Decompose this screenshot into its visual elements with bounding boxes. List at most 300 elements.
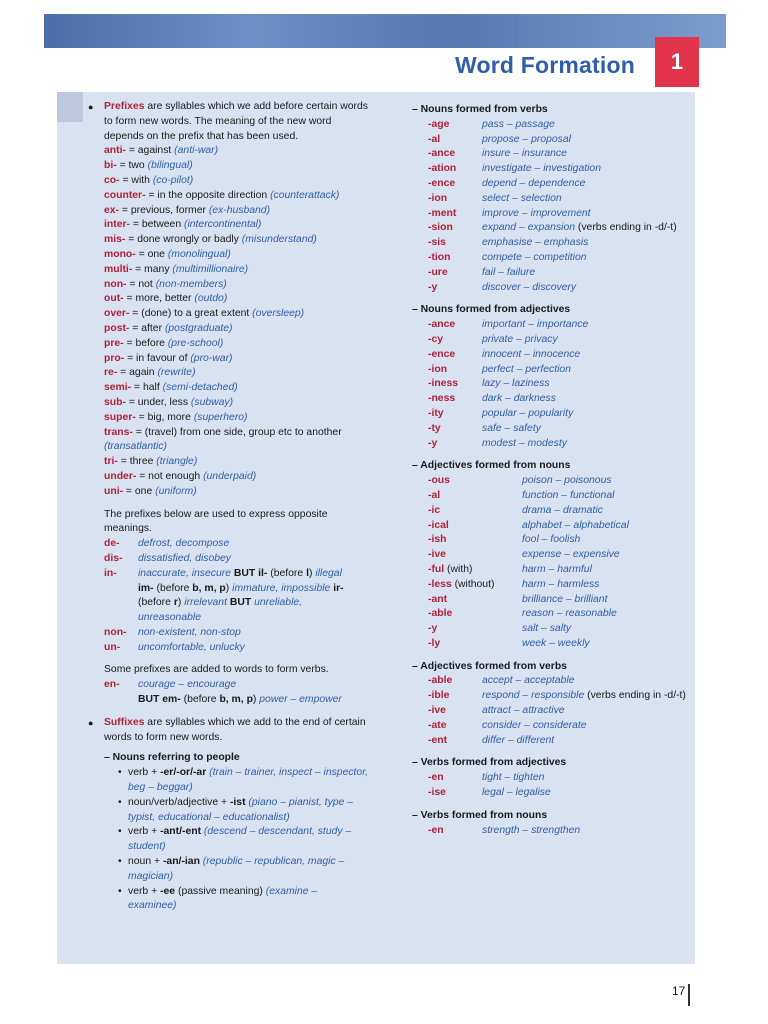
opposite-part: ) [308, 567, 316, 579]
prefix: ex- [104, 204, 120, 216]
suffix-row [412, 563, 690, 578]
suffix-example: private – privacy [482, 333, 558, 345]
suffix-example-cell [482, 348, 690, 363]
prefix-meaning: = after [129, 322, 165, 334]
suffix-row [412, 437, 690, 452]
suffix-example: innocent – innocence [482, 348, 581, 360]
prefix-row [88, 218, 368, 233]
suffix-cell [428, 207, 482, 222]
suffix: -ive [428, 705, 446, 717]
opposite-part: unreasonable [138, 612, 201, 624]
prefix-example: (triangle) [156, 456, 198, 468]
suffix: -ance [428, 148, 456, 160]
prefix-list [88, 144, 368, 499]
people-example: (descend – descendant, study – student) [128, 826, 352, 853]
people-suffix: -ee [160, 885, 176, 897]
people-rule-text: noun/verb/adjective + [128, 796, 230, 808]
suffix: -al [428, 489, 441, 501]
panel-tab [57, 92, 83, 122]
prefix: anti- [104, 145, 126, 157]
opposite-prefix: un- [104, 641, 121, 653]
suffix-example-cell [522, 607, 690, 622]
suffix-row [412, 236, 690, 251]
opposite-prefix [104, 582, 138, 597]
opposite-examples [138, 641, 368, 656]
prefix: counter- [104, 189, 146, 201]
opposite-row [88, 552, 368, 567]
section-heading: – Verbs formed from adjectives [412, 756, 690, 771]
suffix-cell [428, 318, 482, 333]
suffix-example: emphasise – emphasis [482, 237, 589, 249]
prefix: under- [104, 470, 137, 482]
suffix-cell [428, 519, 522, 534]
suffix-cell [428, 704, 482, 719]
verb-prefix-part: BUT em- [138, 694, 181, 706]
people-suffix: -an/-ian [162, 856, 200, 868]
suffix-example: dark – darkness [482, 393, 556, 405]
suffix-row [412, 824, 690, 839]
suffix: -ful [428, 563, 445, 575]
people-rule-text: verb + [128, 826, 161, 838]
suffix-cell [428, 786, 482, 801]
prefix: bi- [104, 160, 117, 172]
suffix-example: accept – acceptable [482, 675, 575, 687]
prefix-meaning: = many [132, 263, 173, 275]
suffix: -ation [428, 163, 457, 175]
suffix-example-cell [522, 593, 690, 608]
prefix-example: (misunderstand) [241, 234, 317, 246]
suffix-row [412, 704, 690, 719]
verb-prefix-part: ) [252, 694, 260, 706]
suffix: -sion [428, 222, 453, 234]
suffix: -ty [428, 422, 441, 434]
suffix-example: attract – attractive [482, 705, 565, 717]
opposite-part: r [173, 597, 178, 609]
suffix: -iness [428, 378, 459, 390]
suffix-cell [428, 437, 482, 452]
suffix: -ate [428, 719, 447, 731]
opposite-intro: The prefixes below are used to express opposite meanings. [104, 508, 328, 535]
prefix: multi- [104, 263, 133, 275]
suffix: -ish [428, 534, 447, 546]
suffix-row [412, 533, 690, 548]
suffix-example-cell [482, 221, 690, 236]
suffix-example-cell [482, 407, 690, 422]
suffix-cell [428, 133, 482, 148]
prefix-row [88, 189, 368, 204]
section-heading: – Adjectives formed from nouns [412, 459, 690, 474]
suffix-row [412, 786, 690, 801]
people-rule-text: noun + [128, 856, 163, 868]
page-number-bar [688, 984, 690, 1006]
suffix-cell [428, 377, 482, 392]
prefix: out- [104, 293, 124, 305]
prefix-row [88, 278, 368, 293]
opposite-part: l [306, 567, 309, 579]
prefix: semi- [104, 382, 132, 394]
prefix-example: (pre-school) [167, 337, 224, 349]
suffix-row [412, 548, 690, 563]
suffix-example: safe – safety [482, 422, 541, 434]
prefix-example: (counterattack) [270, 189, 340, 201]
suffix-example-cell [522, 504, 690, 519]
opposite-part: immature, impossible [232, 582, 334, 594]
people-example: (examine – examinee) [128, 885, 318, 912]
suffix-example: insure – insurance [482, 148, 567, 160]
suffix-cell [428, 504, 522, 519]
prefix: co- [104, 174, 120, 186]
opposite-part: unreliable, [254, 597, 303, 609]
suffix-cell [428, 177, 482, 192]
suffix-row [412, 734, 690, 749]
suffix-cell [428, 563, 522, 578]
prefix-example: (bilingual) [147, 160, 193, 172]
prefix: mono- [104, 248, 136, 260]
suffix-row [412, 622, 690, 637]
suffix-row [412, 689, 690, 704]
suffix-note: (verbs ending in -d/-t) [584, 690, 686, 702]
suffix-example: discover – discovery [482, 281, 577, 293]
prefix-example: (monolingual) [167, 248, 231, 260]
prefix: pro- [104, 352, 125, 364]
suffix-row [412, 607, 690, 622]
prefix: non- [104, 278, 127, 290]
verb-prefix-examples [138, 693, 368, 708]
prefix-row [88, 337, 368, 352]
verb-prefix-row [88, 693, 368, 708]
prefix-meaning: = (travel) from one side, group etc to another [132, 426, 342, 438]
prefix-example: (intercontinental) [184, 219, 262, 231]
suffix: -ence [428, 177, 456, 189]
verb-prefix-row [88, 678, 368, 693]
prefix-row [88, 470, 368, 485]
suffix: -ly [428, 637, 441, 649]
prefix-meaning: = one [123, 485, 156, 497]
prefix-meaning: = under, less [125, 396, 191, 408]
suffix-example: fail – failure [482, 266, 536, 278]
prefix-example: (pro-war) [190, 352, 233, 364]
opposite-row [88, 537, 368, 552]
prefix-meaning: = between [129, 219, 184, 231]
suffix-example-cell [482, 147, 690, 162]
suffix-note: (without) [451, 578, 495, 590]
suffix-example-cell [482, 734, 690, 749]
suffix-row [412, 221, 690, 236]
suffix-row [412, 266, 690, 281]
suffix-example: investigate – investigation [482, 163, 601, 175]
suffix-row [412, 133, 690, 148]
prefix-row [88, 322, 368, 337]
suffix-row [412, 251, 690, 266]
suffix-example-cell [522, 489, 690, 504]
suffix-cell [428, 348, 482, 363]
opposite-part: BUT [229, 597, 255, 609]
suffix: -ant [428, 593, 448, 605]
prefix-row [88, 144, 368, 159]
suffix-example-cell [482, 392, 690, 407]
suffix-cell [428, 607, 522, 622]
prefix: sub- [104, 396, 126, 408]
opposite-row [88, 626, 368, 641]
section-heading: – Verbs formed from nouns [412, 809, 690, 824]
prefix: inter- [104, 219, 130, 231]
suffix-row [412, 593, 690, 608]
opposite-part: ir- [333, 582, 344, 594]
suffix-cell [428, 192, 482, 207]
suffix-example-cell [482, 824, 690, 839]
prefix-row [88, 292, 368, 307]
people-rule-text: verb + [128, 885, 161, 897]
suffix-example-cell [482, 377, 690, 392]
suffix: -tion [428, 251, 451, 263]
prefix-row [88, 233, 368, 248]
verb-prefix-part: (before [180, 694, 220, 706]
prefix-row [88, 352, 368, 367]
suffix-row [412, 118, 690, 133]
opposite-prefix [104, 596, 138, 611]
suffix-example-cell [522, 519, 690, 534]
suffix: -y [428, 437, 438, 449]
suffix-row [412, 719, 690, 734]
people-suffix: -er/-or/-ar [160, 767, 207, 779]
suffix-example-cell [522, 622, 690, 637]
opposite-part: (before [153, 582, 193, 594]
suffix-note: (verbs ending in -d/-t) [575, 222, 677, 234]
suffix-example-cell [522, 533, 690, 548]
suffix: -y [428, 281, 438, 293]
prefix: uni- [104, 485, 124, 497]
suffix-example: depend – dependence [482, 177, 586, 189]
suffix: -ence [428, 348, 456, 360]
prefix-meaning: = more, better [123, 293, 195, 305]
suffix-cell [428, 771, 482, 786]
people-list [88, 766, 368, 914]
suffix: -ance [428, 319, 456, 331]
suffix-cell [428, 118, 482, 133]
opposite-examples [138, 552, 368, 567]
prefix-example: (ex-husband) [208, 204, 271, 216]
people-rule [88, 885, 368, 915]
opposite-part: b, m, p [192, 582, 226, 594]
prefix: re- [104, 367, 118, 379]
people-rule [88, 796, 368, 826]
suffix-cell [428, 422, 482, 437]
suffix: -less [428, 578, 452, 590]
suffix-cell [428, 689, 482, 704]
suffix: -ive [428, 549, 446, 561]
verb-prefix: en- [104, 679, 120, 691]
prefix-meaning: = before [123, 337, 168, 349]
suffix-example-cell [482, 266, 690, 281]
prefix-row [88, 248, 368, 263]
prefix-meaning: = big, more [135, 411, 194, 423]
prefix-meaning: = three [117, 456, 157, 468]
people-suffix: -ant/-ent [160, 826, 202, 838]
suffix-row [412, 392, 690, 407]
suffix: -ment [428, 207, 457, 219]
suffix-example-cell [482, 318, 690, 333]
section-heading: – Nouns formed from adjectives [412, 303, 690, 318]
suffix-example-cell [482, 363, 690, 378]
suffix-cell [428, 251, 482, 266]
prefix: tri- [104, 456, 118, 468]
suffix-row [412, 771, 690, 786]
prefix-row [88, 426, 368, 456]
suffix-example-cell [482, 236, 690, 251]
suffix-example-cell [482, 251, 690, 266]
suffix-example-cell [482, 689, 690, 704]
prefix-meaning: = not [126, 278, 156, 290]
people-example: (piano – pianist, type – typist, educational – educationalist) [128, 796, 353, 823]
prefix-example: (subway) [190, 396, 234, 408]
suffix-cell [428, 281, 482, 296]
suffix-example: fool – foolish [522, 534, 581, 546]
people-rule [88, 766, 368, 796]
prefix-example: (multimillionaire) [172, 263, 249, 275]
suffix-example: differ – different [482, 734, 555, 746]
suffix-example: brilliance – brilliant [522, 593, 608, 605]
prefix-example: (oversleep) [252, 308, 305, 320]
page-number: 17 [672, 984, 686, 998]
suffix: -ise [428, 787, 446, 799]
suffix-row [412, 578, 690, 593]
prefix-example: (superhero) [193, 411, 248, 423]
prefix-example: (uniform) [155, 485, 197, 497]
prefix-example: (non-members) [155, 278, 227, 290]
prefix-row [88, 263, 368, 278]
prefix-row [88, 455, 368, 470]
suffix-example-cell [482, 674, 690, 689]
prefix: super- [104, 411, 136, 423]
suffix-cell [428, 162, 482, 177]
suffix-example-cell [522, 474, 690, 489]
suffix: -ent [428, 734, 448, 746]
prefix: post- [104, 322, 130, 334]
suffix: -ous [428, 475, 450, 487]
prefix-meaning: = (done) to a great extent [129, 308, 253, 320]
opposite-prefix [104, 611, 138, 626]
suffix-example: alphabet – alphabetical [522, 519, 629, 531]
verb-prefix-example: courage – encourage [138, 679, 237, 691]
suffix-row [412, 422, 690, 437]
opposite-part: im- [138, 582, 154, 594]
suffix-example: legal – legalise [482, 787, 551, 799]
section-heading: – Adjectives formed from verbs [412, 660, 690, 675]
suffix-row [412, 333, 690, 348]
opposite-row [88, 641, 368, 656]
opposite-row [88, 611, 368, 626]
suffix-example-cell [482, 177, 690, 192]
suffix-example: respond – responsible [482, 690, 585, 702]
suffix-cell [428, 674, 482, 689]
opposite-part: uncomfortable, unlucky [138, 641, 245, 653]
prefix-meaning: = in favour of [124, 352, 191, 364]
opposite-prefix: dis- [104, 552, 123, 564]
suffix-example: harm – harmless [522, 578, 600, 590]
opposite-examples [138, 626, 368, 641]
prefix-example: (semi-detached) [162, 382, 238, 394]
suffix-cell [428, 548, 522, 563]
opposite-list [88, 537, 368, 655]
verb-prefix-list [88, 678, 368, 708]
prefix: over- [104, 308, 130, 320]
suffix-example-cell [482, 333, 690, 348]
suffix-example-cell [522, 548, 690, 563]
suffix-row [412, 474, 690, 489]
suffix-note: (with) [444, 563, 473, 575]
opposite-prefix: de- [104, 538, 120, 550]
suffix-example: week – weekly [522, 637, 590, 649]
suffix: -age [428, 118, 450, 130]
suffix-example-cell [482, 786, 690, 801]
suffix-cell [428, 363, 482, 378]
left-column [88, 100, 368, 914]
prefix: pre- [104, 337, 124, 349]
suffix: -ity [428, 407, 444, 419]
opposite-part: dissatisfied, disobey [138, 552, 231, 564]
suffix-example: popular – popularity [482, 407, 574, 419]
opposite-row [88, 582, 368, 597]
suffix-row [412, 318, 690, 333]
right-column [412, 103, 690, 838]
prefix-example: (outdo) [194, 293, 228, 305]
suffix-row [412, 192, 690, 207]
suffix-cell [428, 533, 522, 548]
suffix: -en [428, 772, 444, 784]
unit-badge: 1 [655, 37, 699, 87]
suffix-example: poison – poisonous [522, 475, 612, 487]
suffix: -ness [428, 393, 456, 405]
page-title: Word Formation [455, 52, 635, 78]
suffix: -y [428, 623, 438, 635]
people-rule [88, 855, 368, 885]
verb-prefix [104, 693, 138, 708]
suffix: -able [428, 675, 453, 687]
suffix-example-cell [482, 192, 690, 207]
people-example: (train – trainer, inspect – inspector, beg – beggar) [128, 767, 368, 794]
opposite-examples [138, 537, 368, 552]
suffix-cell [428, 333, 482, 348]
suffix-cell [428, 637, 522, 652]
suffix-example: harm – harmful [522, 563, 592, 575]
suffix-example-cell [482, 133, 690, 148]
opposite-row [88, 596, 368, 611]
suffix: -ure [428, 266, 448, 278]
prefix-meaning: = previous, former [119, 204, 209, 216]
opposite-prefix: in- [104, 567, 117, 579]
suffix-example-cell [482, 118, 690, 133]
suffix: -ion [428, 363, 448, 375]
suffix: -sis [428, 237, 446, 249]
opposite-part: ) [225, 582, 233, 594]
prefix-example: (anti-war) [174, 145, 219, 157]
prefix-meaning: = in the opposite direction [145, 189, 271, 201]
opposite-examples [138, 611, 368, 626]
opposite-part: BUT il- [233, 567, 268, 579]
suffix-row [412, 281, 690, 296]
people-rule [88, 825, 368, 855]
opposite-part: illegal [315, 567, 342, 579]
prefix-row [88, 159, 368, 174]
verbs-intro: Some prefixes are added to words to form verbs. [104, 664, 329, 676]
suffix-example: perfect – perfection [482, 363, 571, 375]
prefix-row [88, 411, 368, 426]
suffix: -al [428, 133, 441, 145]
verb-prefix-example: power – empower [259, 694, 342, 706]
verb-prefix-part: b, m, p [219, 694, 253, 706]
opposite-part: defrost, decompose [138, 538, 230, 550]
prefix: mis- [104, 234, 126, 246]
